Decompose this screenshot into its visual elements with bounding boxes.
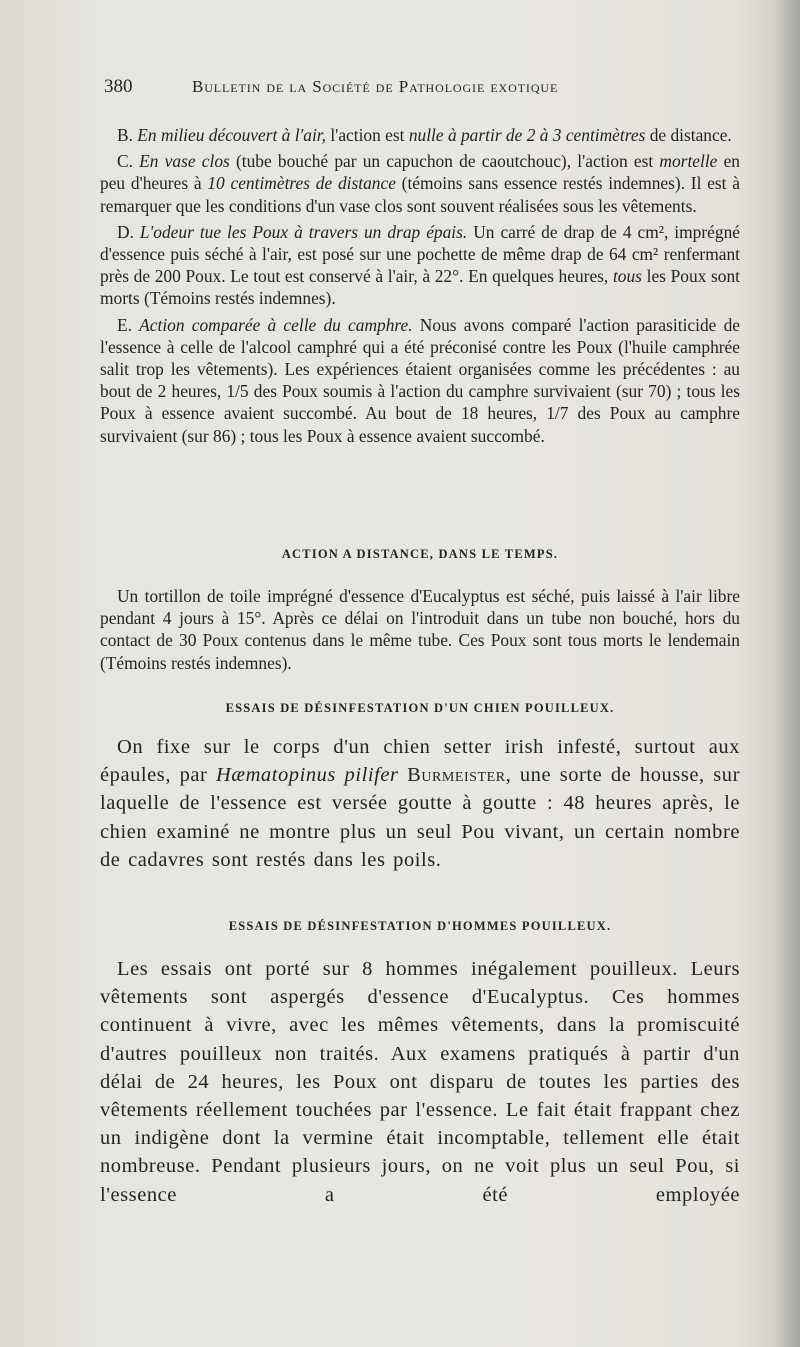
experiments-block (100, 124, 740, 447)
section-heading-distance: ACTION A DISTANCE, DANS LE TEMPS. (281, 547, 559, 561)
paragraph-chien: On fixe sur le corps d'un chien setter irish infesté, surtout aux épaules, par Hæmatopinus pilifer Burmeister, une sorte de housse, sur laquelle de l'essence est versée goutte à goutte : 48 heures après, le chien examiné ne montre plus un seul Pou vivant, un certain nombre de cadavres sont restés dans les poils. (100, 736, 740, 871)
hommes-block (100, 955, 740, 1209)
page-binding-shadow (774, 0, 800, 1347)
paragraph-hommes: Les essais ont porté sur 8 hommes inégalement pouilleux. Leurs vêtements sont aspergés d'essence d'Eucalyptus. Ces hommes continuent à vivre, avec les mêmes vêtements, dans la promiscuité d'autres pouilleux non traités. Aux examens pratiqués à partir d'un délai de 24 heures, les Poux ont disparu de toutes les parties des vêtements réellement touchées par l'essence. Le fait était frappant chez un indigène dont la vermine était incomptable, tellement elle était nombreuse. Pendant plusieurs jours, on ne voit plus un seul Pou, si l'essence a été employée (100, 958, 740, 1206)
section-heading-chien: ESSAIS DE DÉSINFESTATION D'UN CHIEN POUILLEUX. (225, 701, 615, 715)
paragraph-c-title: En vase clos (139, 151, 230, 172)
running-head (104, 76, 744, 98)
section-heading-hommes: ESSAIS DE DÉSINFESTATION D'HOMMES POUILLEUX. (228, 919, 612, 933)
author-name: Burmeister (407, 764, 506, 787)
paragraph-d-title: L'odeur tue les Poux à travers un drap épais. (139, 221, 468, 242)
chien-block (100, 733, 740, 874)
species-name: Hæmatopinus pilifer (216, 764, 399, 787)
paragraph-e: E. Action comparée à celle du camphre. Nous avons comparé l'action parasiticide de l'essence à celle de l'alcool camphré qui a été préconisé contre les Poux (l'huile camphrée salit trop les vêtements). Les expériences étaient organisées comme les précédentes : au bout de 2 heures, 1/5 des Poux soumis à l'action du camphre survivaient (sur 70) ; tous les Poux à essence avaient succombé. Au bout de 18 heures, 1/7 des Poux au camphre survivaient (sur 86) ; tous les Poux à essence avaient succombé. (100, 314, 740, 446)
page-number: 380 (104, 76, 133, 97)
paragraph-c: C. En vase clos (tube bouché par un capuchon de caoutchouc), l'action est mortelle en peu d'heures à 10 centimètres de distance (témoins sans essence restés indemnes). Il est à remarquer que les conditions d'un vase clos sont souvent réalisées sous les vêtements. (100, 151, 740, 216)
paragraph-distance: Un tortillon de toile imprégné d'essence d'Eucalyptus est séché, puis laissé à l'air libre pendant 4 jours à 15°. Après ce délai on l'introduit dans un tube non bouché, hors du contact de 30 Poux contenus dans le même tube. Ces Poux sont tous morts le lendemain (Témoins restés indemnes). (100, 586, 740, 673)
journal-title: Bulletin de la Société de Pathologie exotique (192, 77, 559, 96)
paragraph-d: D. L'odeur tue les Poux à travers un drap épais. Un carré de drap de 4 cm², imprégné d'essence puis séché à l'air, est posé sur une pochette de même drap de 64 cm² renfermant près de 200 Poux. Le tout est conservé à l'air, à 22°. En quelques heures, tous les Poux sont morts (Témoins restés indemnes). (100, 221, 740, 309)
paragraph-e-title: Action comparée à celle du camphre. (139, 314, 413, 335)
paragraph-b-title: En milieu découvert à l'air, (137, 125, 326, 145)
paragraph-b: B. En milieu découvert à l'air, l'action est nulle à partir de 2 à 3 centimètres de distance. (117, 125, 732, 145)
distance-block (100, 585, 740, 674)
